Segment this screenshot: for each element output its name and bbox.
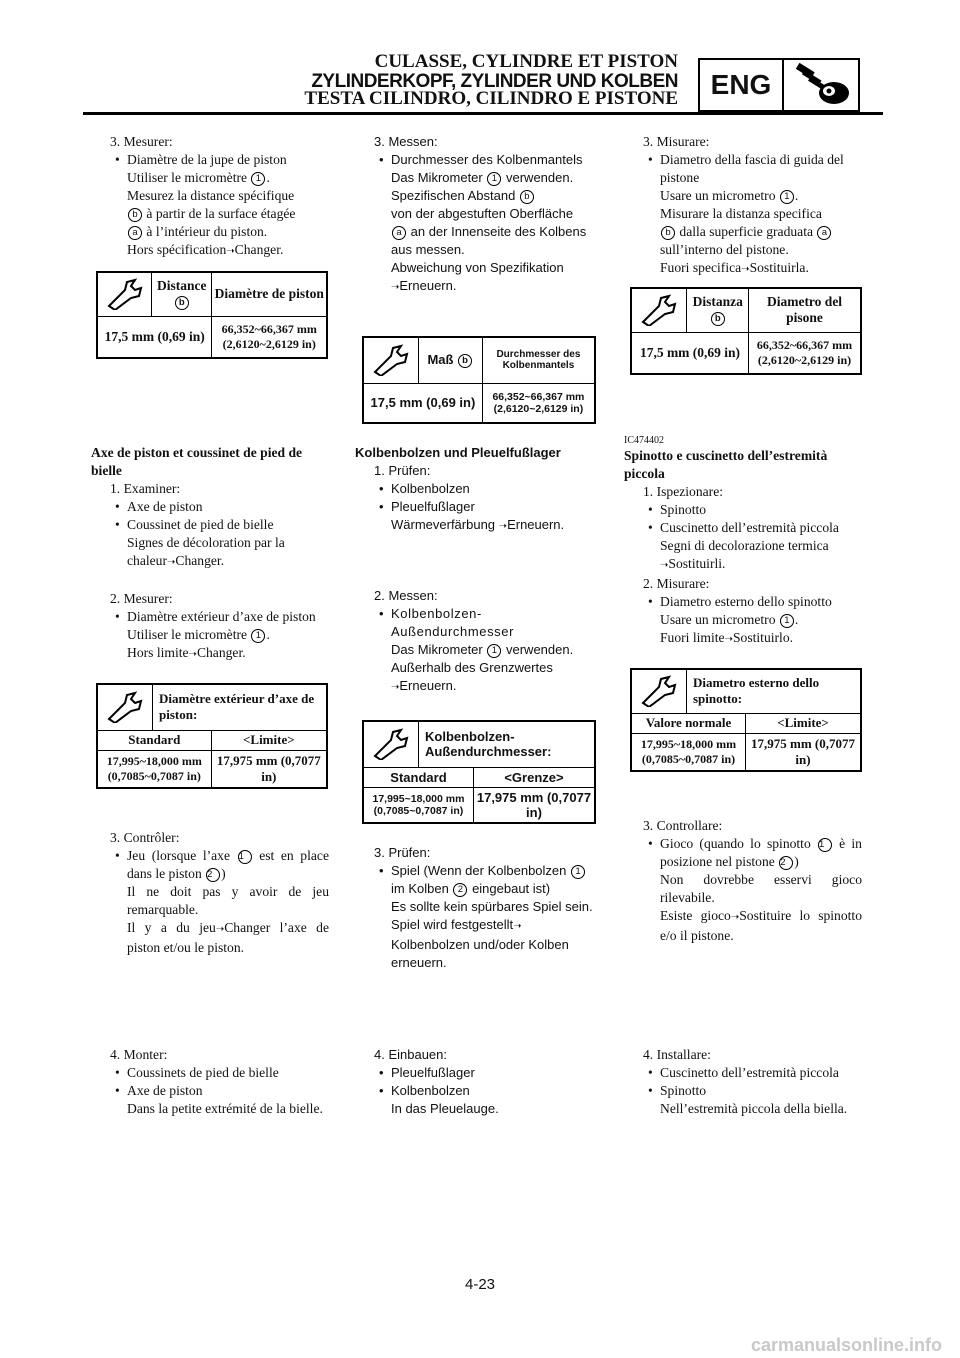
fr-col-standard: Standard	[97, 730, 211, 750]
de-section-pin	[355, 444, 593, 536]
wrench-icon	[97, 684, 153, 730]
fr-spec-table-piston	[96, 271, 328, 359]
de-install-bullet: • Pleuelfußlager	[355, 1064, 593, 1082]
fr-table2-title: Diamètre extérieur d’axe de piston:	[153, 684, 328, 730]
header-rule	[83, 112, 883, 115]
de-inspect-step: 1. Prüfen:	[374, 463, 431, 478]
fr-inspect-bullet: • Axe de piston	[91, 498, 329, 516]
fr-install-bullet: • Coussinets de pied de bielle	[91, 1064, 329, 1082]
it-spec-table-pin	[630, 668, 862, 772]
fr-measure2-bullet: • Diamètre extérieur d’axe de piston	[91, 608, 329, 626]
it-inspect-bullet: • Spinotto	[624, 501, 862, 519]
de-val-distance: 17,5 mm (0,69 in)	[363, 383, 482, 423]
fr-col-limit: <Limite>	[211, 730, 327, 750]
column-french	[91, 133, 329, 261]
de-measure-bullet: • Durchmesser des Kolbenmantels	[355, 151, 593, 169]
fr-measure2-step: 2. Mesurer:	[110, 591, 173, 606]
fr-measure2-text: Utiliser le micromètre 1 . Hors limite➝Changer.	[127, 627, 270, 660]
engine-piston-icon	[784, 60, 858, 110]
fr-install-bullet: • Axe de piston	[91, 1082, 329, 1100]
de-check-bullet: • Spiel (Wenn der Kolbenbolzen 1 im Kolben 2 eingebaut ist)	[355, 862, 593, 898]
it-install-step: 4. Installare:	[643, 1047, 711, 1062]
fr-head-diameter: Diamètre de piston	[212, 272, 327, 316]
de-inspect-bullet: • Kolbenbolzen	[355, 480, 593, 498]
it-check-step: 3. Controllare:	[643, 818, 723, 833]
fr-val-limit: 17,975 mm (0,7077 in)	[211, 750, 327, 788]
de-table2-title: Kolbenbolzen-Außendurchmesser:	[419, 721, 596, 767]
it-head-distance: Distanza b	[687, 288, 749, 332]
fr-measure-text: Utiliser le micromètre 1 . Mesurez la distance spécifique b à partir de la surface étagée a à l’intérieur du piston. Hors spécification➝Changer.	[127, 170, 296, 257]
wrench-icon	[631, 288, 687, 332]
column-german	[355, 133, 593, 297]
fr-inspect-bullet: • Coussinet de pied de bielle	[91, 516, 329, 534]
it-measure2-text: Usare un micrometro 1 . Fuori limite➝Sostituirlo.	[660, 612, 799, 645]
fr-head-distance: Distance b	[152, 272, 212, 316]
de-check-block	[355, 844, 593, 972]
fr-val-standard: 17,995~18,000 mm (0,7085~0,7087 in)	[97, 750, 211, 788]
marker-1: 1	[251, 172, 265, 186]
de-measure-step: 3. Messen:	[374, 134, 438, 149]
title-fr: CULASSE, CYLINDRE ET PISTON	[374, 51, 678, 72]
column-italian	[624, 133, 862, 279]
fr-measure-step: 3. Mesurer:	[110, 134, 173, 149]
fr-val-distance: 17,5 mm (0,69 in)	[97, 316, 212, 358]
it-inspect-text: Segni di decolorazione termica ➝Sostituirli.	[660, 538, 829, 571]
de-head-diameter: Durchmesser des Kolbenmantels	[482, 337, 595, 383]
fr-install-block	[91, 1046, 329, 1118]
it-val-limit: 17,975 mm (0,7077 in)	[746, 733, 861, 771]
fr-install-step: 4. Monter:	[110, 1047, 168, 1062]
section-badge	[698, 58, 860, 112]
it-measure2-step: 2. Misurare:	[643, 576, 710, 591]
de-val-standard: 17,995~18,000 mm (0,7085~0,7087 in)	[363, 787, 473, 823]
fr-check-text: Il ne doit pas y avoir de jeu remarquable. Il y a du jeu➝Changer l’axe de piston et/ou le piston.	[127, 884, 329, 955]
de-head-distance: Maß b	[418, 337, 482, 383]
it-measure2-bullet: • Diametro esterno dello spinotto	[624, 593, 862, 611]
wrench-icon	[363, 721, 419, 767]
de-measure-text: Das Mikrometer 1 verwenden. Spezifischen Abstand b von der abgestuften Oberfläche a an der Innenseite des Kolbens aus messen. Abweichung von Spezifikation ➝Erneuern.	[391, 170, 587, 293]
it-measure-text: Usare un micrometro 1 . Misurare la distanza specifica b dalla superficie graduata a sull’interno del pistone. Fuori specifica➝Sostituirla.	[624, 187, 862, 279]
de-spec-table-pin	[362, 720, 596, 824]
it-val-standard: 17,995~18,000 mm (0,7085~0,7087 in)	[631, 733, 746, 771]
fr-val-diameter: 66,352~66,367 mm (2,6120~2,6129 in)	[212, 316, 327, 358]
title-de: ZYLINDERKOPF, ZYLINDER UND KOLBEN	[311, 71, 678, 92]
it-section-code: IC474402	[624, 435, 664, 446]
wrench-icon	[631, 669, 687, 713]
it-spec-table-piston	[630, 287, 862, 375]
fr-section-title: Axe de piston et coussinet de pied de bielle	[91, 445, 303, 478]
it-head-diameter: Diametro del pisone	[749, 288, 861, 332]
eng-label: ENG	[700, 60, 784, 110]
de-install-step: 4. Einbauen:	[374, 1047, 448, 1062]
title-it: TESTA CILINDRO, CILINDRO E PISTONE	[304, 88, 678, 109]
de-section-title: Kolbenbolzen und Pleuelfußlager	[355, 445, 561, 460]
de-install-bullet: • Kolbenbolzen	[355, 1082, 593, 1100]
it-val-diameter: 66,352~66,367 mm (2,6120~2,6129 in)	[749, 332, 861, 374]
marker-a: a	[128, 226, 142, 240]
fr-spec-table-pin	[96, 683, 328, 789]
de-measure2-block	[355, 587, 593, 697]
de-check-text: Es sollte kein spürbares Spiel sein. Spiel wird festgestellt➝ Kolbenbolzen und/oder Kolben erneuern.	[391, 899, 593, 970]
de-install-text: In das Pleuelauge.	[391, 1101, 499, 1116]
fr-inspect-step: 1. Examiner:	[110, 481, 181, 496]
fr-install-text: Dans la petite extrémité de la bielle.	[127, 1101, 323, 1116]
de-val-diameter: 66,352~66,367 mm (2,6120~2,6129 in)	[482, 383, 595, 423]
de-spec-table-piston	[362, 336, 596, 424]
it-section-pin	[624, 435, 862, 649]
wrench-icon	[97, 272, 152, 316]
de-col-standard: Standard	[363, 767, 473, 787]
it-col-standard: Valore normale	[631, 713, 746, 733]
watermark: carmanualsonline.info	[750, 1335, 942, 1355]
de-inspect-bullet: • Pleuelfußlager	[355, 498, 593, 516]
it-section-title: Spinotto e cuscinetto dell’estremità piccola	[624, 448, 828, 481]
fr-check-step: 3. Contrôler:	[110, 830, 180, 845]
it-check-block	[624, 817, 862, 945]
de-check-step: 3. Prüfen:	[374, 845, 431, 860]
de-col-limit: <Grenze>	[473, 767, 595, 787]
it-install-block	[624, 1046, 862, 1118]
it-col-limit: <Limite>	[746, 713, 861, 733]
it-measure-step: 3. Misurare:	[643, 134, 710, 149]
it-install-bullet: • Cuscinetto dell’estremità piccola	[624, 1064, 862, 1082]
de-val-limit: 17,975 mm (0,7077 in)	[473, 787, 595, 823]
de-measure2-step: 2. Messen:	[374, 588, 438, 603]
it-val-distance: 17,5 mm (0,69 in)	[631, 332, 749, 374]
it-table2-title: Diametro esterno dello spinotto:	[687, 669, 862, 713]
de-measure2-text: Das Mikrometer 1 verwenden. Außerhalb des Grenzwertes ➝Erneuern.	[391, 642, 574, 693]
page-number: 4-23	[464, 1276, 496, 1293]
marker-b: b	[128, 208, 142, 222]
de-inspect-text: Wärmeverfärbung ➝Erneuern.	[391, 517, 565, 532]
it-install-text: Nell’estremità piccola della biella.	[660, 1101, 848, 1116]
fr-inspect-text: Signes de décoloration par la chaleur➝Changer.	[127, 535, 285, 568]
it-check-text: Non dovrebbe esservi gioco rilevabile. Esiste gioco➝Sostituire lo spinotto e/o il pistone.	[660, 872, 862, 943]
fr-check-block	[91, 829, 329, 957]
fr-measure-bullet: • Diamètre de la jupe de piston	[91, 151, 329, 169]
it-check-bullet: • Gioco (quando lo spinotto 1 è in posizione nel pistone 2 )	[624, 835, 862, 871]
it-measure-bullet: • Diametro della fascia di guida del pistone	[624, 151, 862, 187]
it-inspect-bullet: • Cuscinetto dell’estremità piccola	[624, 519, 862, 537]
de-measure2-bullet: • Kolbenbolzen-Außendurchmesser	[355, 605, 593, 641]
it-inspect-step: 1. Ispezionare:	[643, 484, 724, 499]
fr-section-pin	[91, 444, 329, 664]
fr-check-bullet: • Jeu (lorsque l’axe 1 est en place dans le piston 2 )	[91, 847, 329, 883]
wrench-icon	[363, 337, 418, 383]
de-install-block	[355, 1046, 593, 1118]
it-install-bullet: • Spinotto	[624, 1082, 862, 1100]
